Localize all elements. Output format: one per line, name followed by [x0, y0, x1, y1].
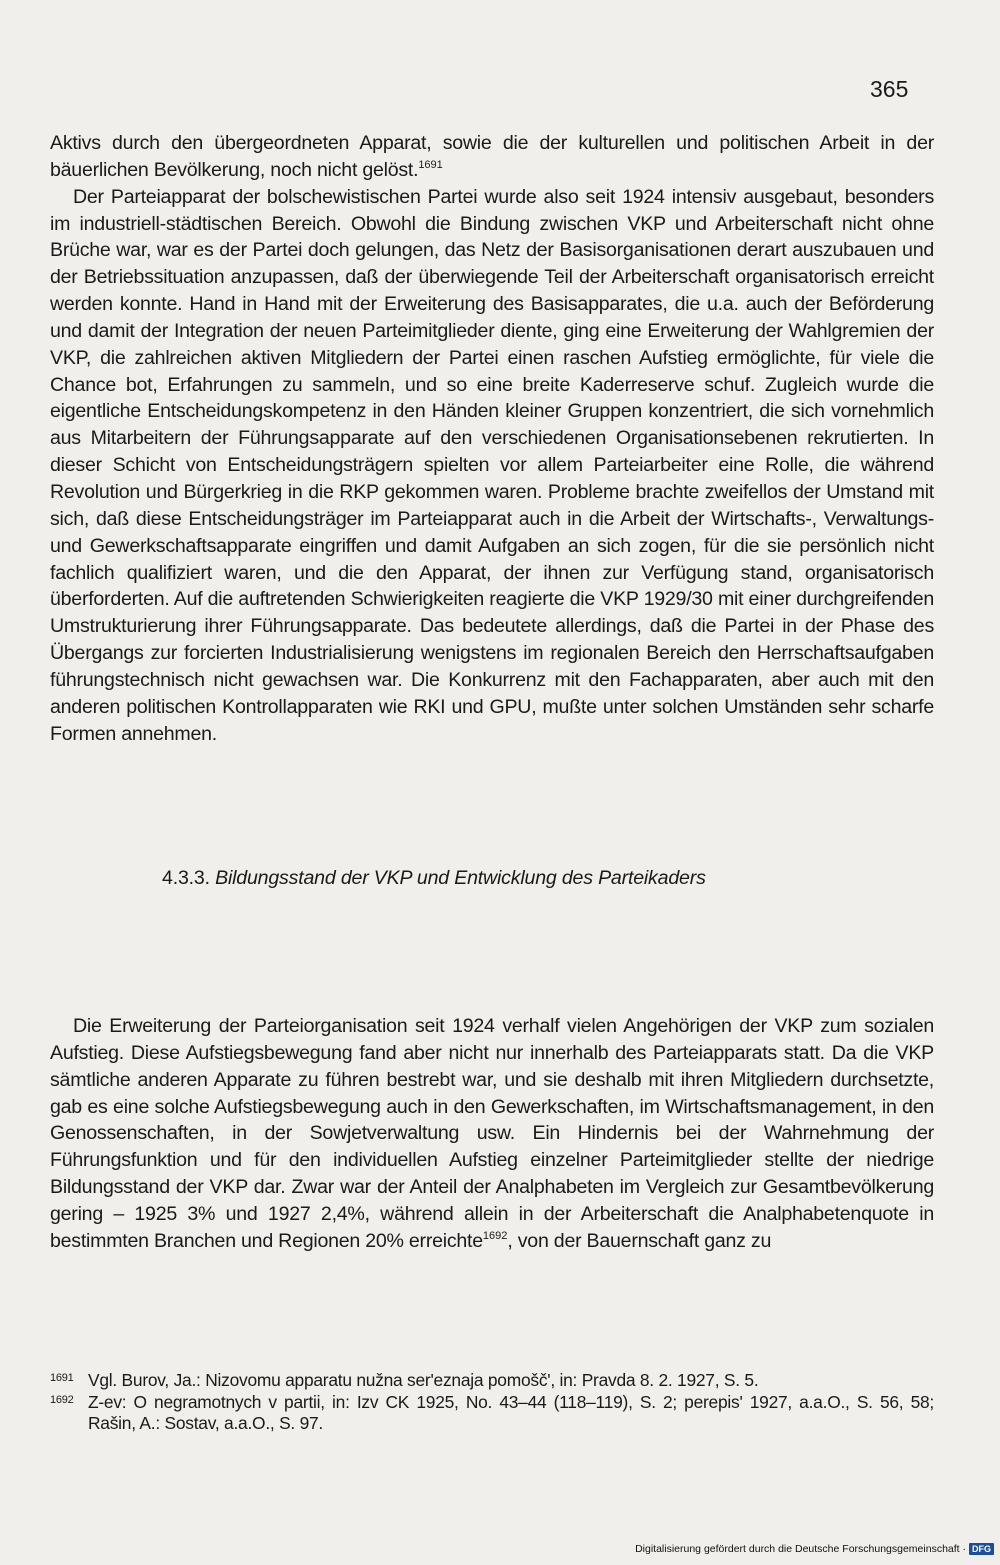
paragraph [50, 1013, 934, 1255]
paragraph: Der Parteiapparat der bolschewistischen Partei wurde also seit 1924 intensiv ausgebaut, besonders im industriell-städtischen Bereich. Obwohl die Bindung zwischen VKP und Arbeiterschaft nicht ohne Brüche war, war es der Partei doch gelungen, das Netz der Basisorganisationen derart auszubauen und der Betriebssituation anzupassen, daß der überwiegende Teil der Arbeiterschaft organisatorisch erreicht werden konnte. Hand in Hand mit der Erweiterung des Basisapparates, die u.a. auch der Beförderung und damit der Integration der neuen Parteimitglieder diente, ging eine Erweiterung der Wahlgremien der VKP, die zahlreichen aktiven Mitgliedern der Partei einen raschen Aufstieg ermöglichte, für viele die Chance bot, Erfahrungen zu sammeln, und so eine breite Kaderreserve schuf. Zugleich wurde die eigentliche Entscheidungskompetenz in den Händen kleiner Gruppen konzentriert, die sich vornehmlich aus Mitarbeitern der Führungsapparate auf den verschiedenen Organisationsebenen rekrutierten. In dieser Schicht von Entscheidungsträgern spielten vor allem Parteiarbeiter eine Rolle, die während Revolution und Bürgerkrieg in die RKP gekommen waren. Probleme brachte zweifellos der Umstand mit sich, daß diese Entscheidungsträger im Parteiapparat auch in die Arbeit der Wirtschafts-, Verwaltungs- und Gewerkschaftsapparate eingriffen und damit Aufgaben an sich zogen, für die sie persönlich nicht fachlich qualifiziert waren, und die den Apparat, der ihnen zur Verfügung stand, organisatorisch überforderten. Auf die auftretenden Schwierigkeiten reagierte die VKP 1929/30 mit einer durchgreifenden Umstrukturierung ihrer Führungsapparate. Das bedeutete allerdings, daß die Partei in der Phase des Übergangs zur forcierten Industrialisierung wenigstens im regionalen Bereich den Herrschaftsaufgaben führungstechnisch nicht gewachsen war. Die Konkurrenz mit den Fachapparaten, aber auch mit den anderen politischen Kontrollapparaten wie RKI und GPU, mußte unter solchen Umständen sehr scharfe Formen annehmen. [50, 185, 934, 745]
footnote [50, 1392, 934, 1435]
footnote-reference[interactable]: 1692 [482, 1229, 508, 1242]
footnote-text: Z-ev: O negramotnych v partii, in: Izv CK 1925, No. 43–44 (118–119), S. 2; perepis' 1927, a.a.O., S. 56, 58; Rašin, A.: Sostav, a.a.O., S. 97. [88, 1391, 934, 1433]
credit-text: Digitalisierung gefördert durch die Deutsche Forschungsgemeinschaft · [635, 1543, 966, 1555]
paragraph-text: Die Erweiterung der Parteiorganisation seit 1924 verhalf vielen Angehörigen der VKP zum sozialen Aufstieg. Diese Aufstiegsbewegung fand aber nicht nur innerhalb des Parteiapparats statt. Da die VKP sämtliche anderen Apparate zu führen bestrebt war, und sie deshalb mit ihren Mitgliedern durchsetzte, gab es eine solche Aufstiegsbewegung auch in den Gewerkschaften, im Wirtschaftsmanagement, in den Genossenschaften, in der Sowjetverwaltung usw. Ein Hindernis bei der Wahrnehmung der Führungsfunktion und für den individuellen Aufstieg einzelner Parteimitglieder stellte der niedrige Bildungsstand der VKP dar. Zwar war der Anteil der Analphabeten im Vergleich zur Gesamtbevölkerung gering – 1925 3% und 1927 2,4%, während allein in der Arbeiterschaft die Analphabetenquote in bestimmten Branchen und Regionen 20% erreichte [50, 1015, 934, 1252]
footnote-number: 1692 [50, 1393, 74, 1406]
footnote-number: 1691 [50, 1372, 74, 1384]
section-number: 4.3.3. [162, 867, 210, 889]
section-title: Bildungsstand der VKP und Entwicklung des Parteikaders [215, 867, 706, 889]
section-heading [162, 867, 922, 890]
page-number: 365 [870, 76, 909, 102]
footnotes [50, 1370, 934, 1435]
section-text [50, 1013, 934, 1255]
paragraph-text: Aktivs durch den übergeordneten Apparat, sowie die der kulturellen und politischen Arbeit in der bäuerlichen Bevölkerung, noch nicht gelöst. [50, 132, 934, 181]
digitization-credit [635, 1543, 994, 1555]
main-text [50, 130, 934, 747]
footnote-text: Vgl. Burov, Ja.: Nizovomu apparatu nužna ser'eznaja pomošč', in: Pravda 8. 2. 1927, S. 5. [88, 1370, 759, 1390]
paragraph-text: , von der Bauernschaft ganz zu [507, 1229, 772, 1252]
footnote-reference[interactable]: 1691 [418, 158, 443, 171]
dfg-logo-icon: DFG [969, 1543, 994, 1555]
paragraph [50, 130, 934, 184]
footnote [50, 1370, 934, 1392]
